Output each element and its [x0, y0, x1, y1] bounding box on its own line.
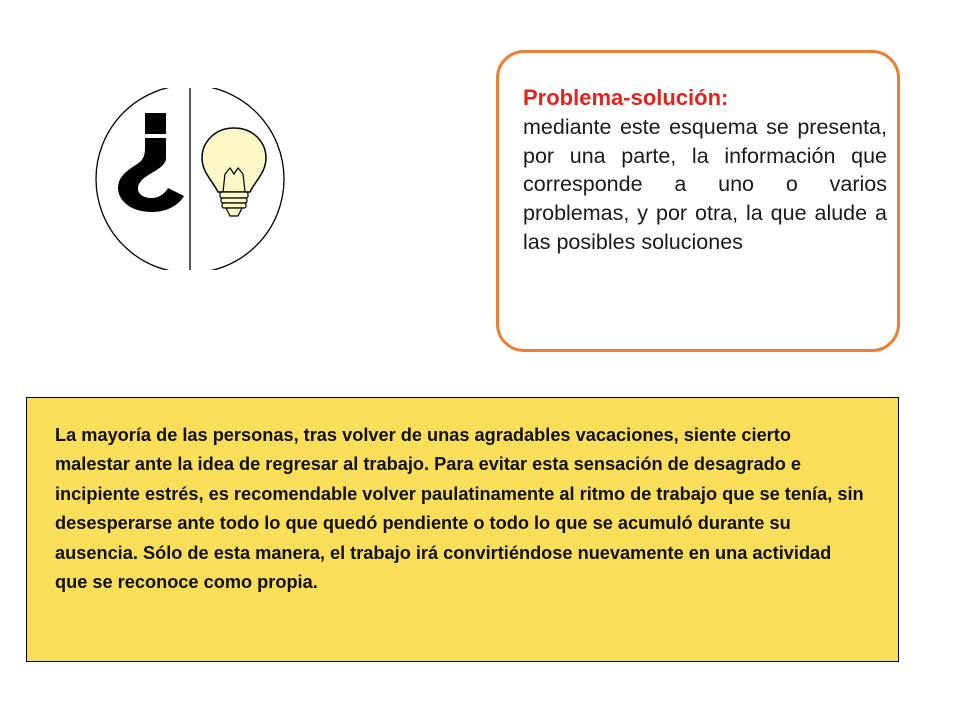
definition-callout: [496, 50, 900, 352]
example-box: [26, 397, 899, 662]
problem-solution-diagram: [94, 88, 286, 270]
example-text: La mayoría de las personas, tras volver de unas agradables vacaciones, siente cierto malestar ante la idea de regresar al trabajo. Para evitar esta sensación de desagrado e incipiente estrés, es recomendable volver paulatinamente al ritmo de trabajo que se tenía, sin desesperarse ante todo lo que quedó pendiente o todo lo que se acumuló durante su ausencia. Sólo de esta manera, el trabajo irá convirtiéndose nuevamente en una actividad que se reconoce como propia.: [55, 425, 864, 593]
definition-body: mediante este esquema se presenta, por una parte, la información que corresponde a uno o varios problemas, y por otra, la que alude a las posibles soluciones: [523, 115, 887, 254]
definition-title: Problema-solución:: [523, 85, 729, 110]
